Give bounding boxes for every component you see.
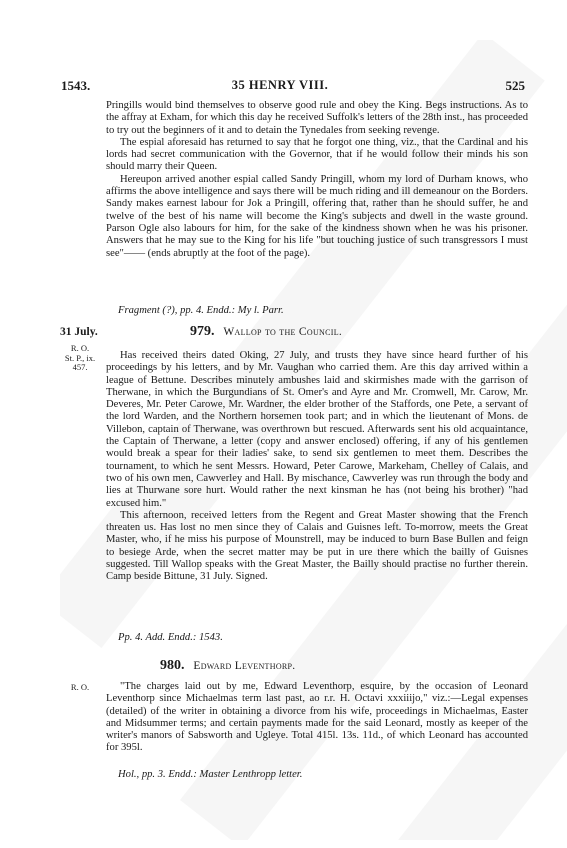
paragraph: The espial aforesaid has returned to say that he forgot one thing, viz., that the Cardinal and his lords had secret communication with the Governor, that if he would follow their minds his son should marry their Queen. [106,136,528,173]
entry-980-heading [160,658,295,674]
entry-title: Edward Leventhorp. [193,660,296,672]
entry-979-text [106,350,528,584]
entry-reference [60,344,100,373]
entry-979-meta: Pp. 4. Add. Endd.: 1543. [118,632,223,643]
paragraph: Hereupon arrived another espial called Sandy Pringill, whom my lord of Durham knows, who affirms the above intelligence and says there will be much riding and ill demeanour on the Borders. Sandy makes earnest labour for Jok a Pringill, offering that, rather than he should suffer, he and twelve of the best of his name will become the King's subjects and dwell in the waste ground. Parson Ogle also labours for him, for the sake of the kindness shown when he was his prisoner. Answers that he may sue to the King for his life "but touching justice of such transgressors I must see"—— (ends abruptly at the foot of the page). [106,173,528,259]
header-page-number: 525 [505,78,525,93]
entry-980-meta: Hol., pp. 3. Endd.: Master Lenthropp letter. [118,769,303,780]
header-year: 1543. [61,78,91,93]
entry-date: 31 July. [60,326,98,338]
entry-title: Wallop to the Council. [223,326,343,338]
section1-meta: Fragment (?), pp. 4. Endd.: My l. Parr. [118,305,284,316]
ref-line: St. P., ix. 457. [64,352,96,372]
entry-number: 980. [160,658,185,673]
paragraph: "The charges laid out by me, Edward Leventhorp, esquire, by the occasion of Leonard Leventhorp since Michaelmas term last past, ao r.r. H. Octavi xxxiiijo," viz.:—Legal expenses (detailed) of the writer in obtaining a divorce from his wife, proceedings in Michaelmas, Easter and Midsummer terms; and certain payments made for the said Leonard, mostly as keeper of the writer's manors of Sabsworth and Ugleye. Total 415l. 13s. 11d., of which Leonard has accounted for 395l. [106,681,528,754]
entry-reference: R. O. [70,682,90,692]
entry-number: 979. [190,324,215,339]
paragraph: Pringills would bind themselves to observe good rule and obey the King. Begs instructions. As to the affray at Exham, for which this day he received Suffolk's letters of the 28th inst., has proceeded to try out the beginners of it and to detain the Tynedales from seeking revenge. [106,100,528,136]
entry-979-heading [190,324,342,340]
entry-980-text [106,681,528,755]
section1-text [106,100,528,260]
paragraph: This afternoon, received letters from the Regent and Great Master showing that the French threaten us. Has lost no men since they of Calais and Guisnes left. To-morrow, meets the Great Master, who, if he miss his purpose of Mounstrell, may be induced to burn Base Bullen and feign to besiege Arde, when the secret matter may be put in ure there which the bailly of Guisnes suggested. Till Wallop speaks with the Great Master, the Bailly should practise no further therein. Camp beside Bittune, 31 July. Signed. [106,509,528,583]
paragraph: Has received theirs dated Oking, 27 July, and trusts they have since heard further of his proceedings by his letters, and by Mr. Vaughan who carried them. Are this day arrived within a league of Bettune. Describes minutely ambushes laid and skirmishes made with the garrison of Therwane, in which the Burgundians of St. Omer's and Ayre and Mr. Cromwell, Mr. Carow, Mr. Deveres, Mr. Peter Carowe, Mr. Wardner, the elder brother of the Staffords, one Pete, a servant of the lord Warden, and the Northern horsemen took part; and in which the lieutenant of Mons. de Villebon, captain of Therwane, was overthrown but rescued. Afterwards sent his old acquaintance, the Captain of Therwane, a letter (copy and answer enclosed) offering, if any of his gentlemen would break a spear for their ladies' sake, to send six gentlemen to meet them. Describes the tournament, to which he sent Messrs. Howard, Peter Carowe, Markeham, Chelley of Calais, and two of his own men, Cawverley and Hall. By mischance, Cawverley was run through the body and lies at Thurwane sore hurt. Would rather the next kinsman he has (not being his brother) "had excused him." [106,350,528,509]
ref-line: R. O. [70,343,90,353]
header-title: 35 HENRY VIII. [231,78,329,92]
